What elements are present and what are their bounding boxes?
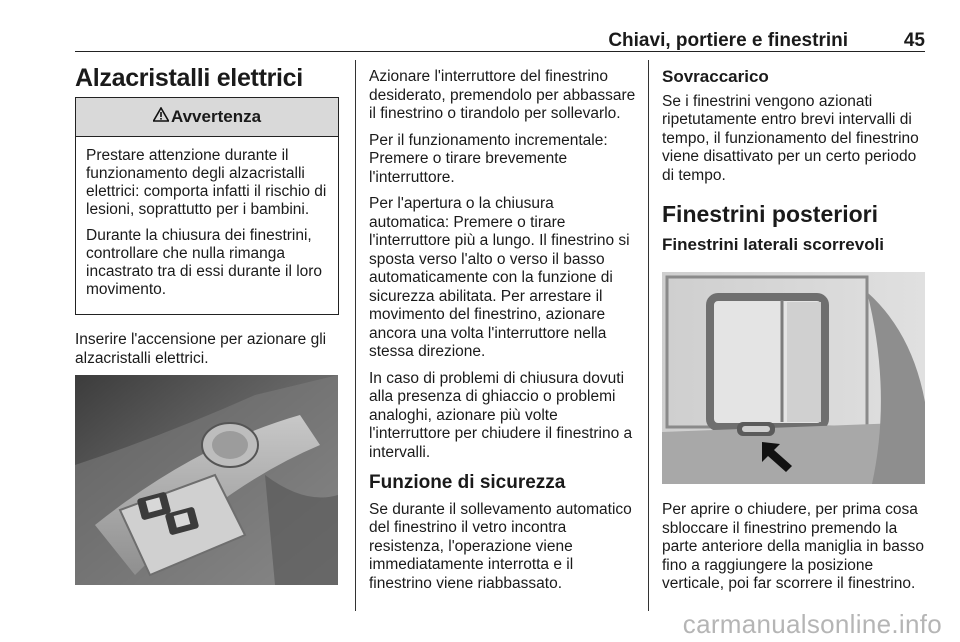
safety-paragraph: Se durante il sollevamento automatico del finestrino il vetro incontra resistenza, l'operazione viene immediatamente interrotta e il finestrino viene riabbassato. [369, 500, 632, 592]
warning-header [76, 98, 338, 137]
running-header-title: Chiavi, portiere e finestrini [608, 30, 848, 51]
warning-paragraph: Prestare attenzione durante il funzionamento degli alzacristalli elettrici: comporta infatti il rischio di lesioni, soprattutto per i bambini. [86, 147, 327, 218]
sliding-window-illustration [662, 272, 925, 484]
rear-windows-heading: Finestrini posteriori [662, 201, 878, 227]
body-paragraph: Per il funzionamento incrementale: Premere o tirare brevemente l'interruttore. [369, 131, 608, 186]
column-2-text [369, 68, 637, 601]
header-rule [75, 51, 925, 52]
sliding-windows-heading: Finestrini laterali scorrevoli [662, 234, 885, 254]
page-number: 45 [903, 30, 925, 51]
safety-heading: Funzione di sicurezza [369, 472, 566, 493]
warning-triangle-icon [153, 107, 169, 127]
column-3-text [662, 68, 927, 262]
overload-paragraph: Se i finestrini vengono azionati ripetutamente entro brevi intervalli di tempo, il funzionamento del finestrino viene disattivato per un certo periodo di tempo. [662, 92, 919, 184]
body-paragraph: Per l'apertura o la chiusura automatica: Premere o tirare l'interruttore più a lungo. Il finestrino si sposta verso l'alto o verso il basso automaticamente con la funzione di sicurezza abilitata. Per arrestare il movimento del finestrino, azionare ancora una volta l'interruttore nella stessa direzione. [369, 195, 630, 360]
column-3-lower-text [662, 501, 927, 602]
intro-paragraph: Inserire l'accensione per azionare gli alzacristalli elettrici. [75, 331, 327, 367]
column-divider-2 [648, 60, 649, 611]
body-paragraph: In caso di problemi di chiusura dovuti alla presenza di ghiaccio o problemi analoghi, azionare più volte l'interruttore per chiudere il finestrino a intervalli. [369, 369, 633, 461]
overload-heading: Sovraccarico [662, 67, 769, 86]
watermark: carmanualsonline.info [682, 609, 942, 639]
column-divider-1 [355, 60, 356, 611]
column-1-text [75, 331, 340, 376]
warning-body [76, 137, 338, 299]
body-paragraph: Azionare l'interruttore del finestrino desiderato, premendolo per abbassare il finestrino o tirandolo per sollevarlo. [369, 68, 636, 122]
warning-title: Avvertenza [170, 107, 262, 126]
warning-paragraph: Durante la chiusura dei finestrini, controllare che nulla rimanga incastrato tra di essi durante il loro movimento. [86, 227, 323, 298]
section-title: Alzacristalli elettrici [75, 64, 303, 92]
window-switch-illustration [75, 375, 338, 585]
warning-box [75, 97, 339, 315]
sliding-paragraph: Per aprire o chiudere, per prima cosa sbloccare il finestrino premendo la parte anteriore della maniglia in basso fino a raggiungere la posizione verticale, poi far scorrere il finestrino. [662, 501, 924, 592]
